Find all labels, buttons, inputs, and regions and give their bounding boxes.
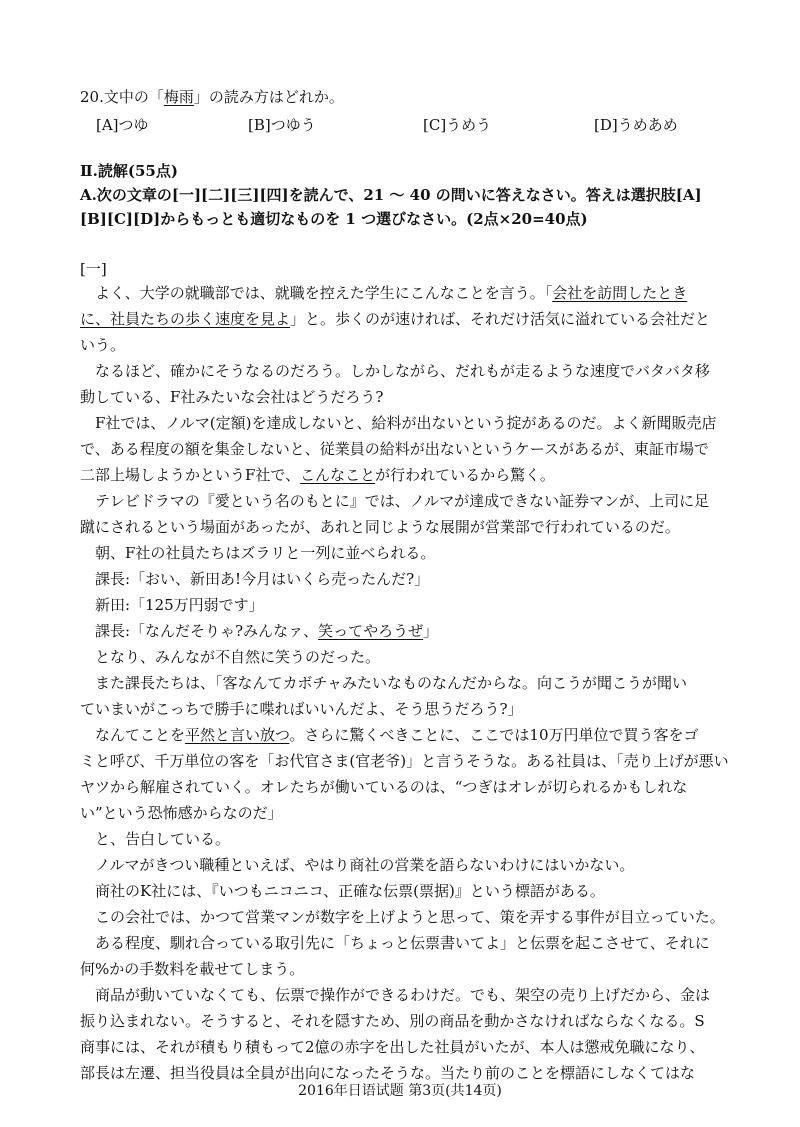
passage-line [80, 332, 740, 358]
passage-text: ヤツから解雇されていく。オレたちが働いているのは、“つぎはオレが切られるかもしれな [80, 778, 688, 796]
passage-text: 課長:「なんだそりゃ?みんなァ、 [80, 622, 319, 640]
passage-line [80, 436, 740, 462]
passage-line [80, 592, 740, 618]
option-c[interactable]: [C]うめう [423, 116, 492, 134]
question-20 [80, 86, 344, 107]
instruction-line-1: A.次の文章の[一][二][三][四]を読んで、21 ～ 40 の問いに答えなさい。答えは選択肢[A] [80, 186, 702, 204]
passage-marker: [一] [80, 260, 107, 278]
passage-line [80, 306, 740, 332]
passage-text: と、告白している。 [80, 830, 231, 848]
underlined-phrase: こんなこと [300, 466, 376, 484]
underlined-phrase: 平然と言い放つ [185, 726, 290, 744]
passage-line [80, 384, 740, 410]
passage-text: ある程度、馴れ合っている取引先に「ちょっと伝票書いてよ」と伝票を起こさせて、それに [80, 934, 710, 952]
passage-line [80, 982, 740, 1008]
passage-text: 課長:「おい、新田あ!今月はいくら売ったんだ?」 [80, 570, 430, 588]
passage-text: よく、大学の就職部では、就職を控えた学生にこんなことを言う。「 [80, 284, 553, 302]
passage-line [80, 644, 740, 670]
passage-line [80, 930, 740, 956]
passage-text: 」 [423, 622, 439, 640]
passage-line [80, 800, 740, 826]
passage-line [80, 748, 740, 774]
question-20-prefix: 20.文中の「 [80, 88, 164, 106]
passage-text: 商品が動いていなくても、伝票で操作ができるわけだ。でも、架空の売り上げだから、金は [80, 986, 711, 1004]
passage-text: なんてことを [80, 726, 186, 744]
passage-line [80, 462, 740, 488]
passage-text: なるほど、確かにそうなるのだろう。しかしながら、だれもが走るような速度でバタバタ移 [80, 362, 710, 380]
passage-line [80, 1034, 740, 1060]
passage-text: 新田:「125万円弱です」 [80, 596, 264, 614]
passage-line [80, 904, 740, 930]
passage-line [80, 514, 740, 540]
option-a[interactable]: [A]つゆ [96, 116, 149, 134]
passage-text: で、ある程度の額を集金しないと、従業員の給料が出ないというケースがあるが、東証市場で [80, 440, 709, 458]
passage-line [80, 878, 740, 904]
passage-text: F社では、ノルマ(定額)を達成しないと、給料が出ないという掟があるのだ。よく新聞販売店 [80, 414, 717, 432]
passage-text: となり、みんなが不自然に笑うのだった。 [80, 648, 381, 666]
passage-text: いう。 [80, 336, 126, 354]
passage-text: ノルマがきつい職種といえば、やはり商社の営業を語らないわけにはいかない。 [80, 856, 635, 874]
passage-text: 」と。歩くのが速ければ、それだけ活気に溢れている会社だと [290, 310, 711, 328]
passage-text: また課長たちは、「客なんてカボチャみたいなものなんだからな。向こうが聞こうが聞い [80, 674, 688, 692]
passage-text: 二部上場しようかというF社で、 [80, 466, 301, 484]
page-footer: 2016年日语试题 第3页(共14页) [298, 1083, 502, 1099]
underlined-phrase: 笑ってやろうぜ [318, 622, 424, 640]
passage-line [80, 696, 740, 722]
passage-text: 何%かの手数料を載せてしまう。 [80, 960, 305, 978]
passage-line [80, 826, 740, 852]
question-20-term: 梅雨 [163, 88, 194, 106]
instruction-line-2: [B][C][D]からもっとも適切なものを 1 つ選びなさい。(2点×20=40点) [80, 210, 588, 228]
passage-line [80, 618, 740, 644]
passage-line [80, 488, 740, 514]
underlined-phrase: 会社を訪問したとき [552, 284, 688, 302]
passage-line [80, 774, 740, 800]
underlined-phrase: に、社員たちの歩く速度を見よ [80, 310, 291, 328]
passage-text: 商社のK社には、『いつもニコニコ、正確な伝票(票据)』という標語がある。 [80, 882, 605, 900]
passage-line [80, 566, 740, 592]
passage-line [80, 280, 740, 306]
passage-line [80, 670, 740, 696]
passage-text: が行われているから驚く。 [375, 466, 555, 484]
passage-text: 。さらに驚くべきことに、ここでは10万円単位で買う客をゴ [289, 726, 699, 744]
passage-text: 商事には、それが積もり積もって2億の赤字を出した社員がいたが、本人は懲戒免職になり、 [80, 1038, 705, 1056]
passage-line [80, 540, 740, 566]
passage-text: テレビドラマの『愛という名のもとに』では、ノルマが達成できない証券マンが、上司に足 [80, 492, 710, 510]
passage-body [80, 280, 740, 1086]
question-20-suffix: 」の読み方はどれか。 [193, 88, 344, 106]
passage-line [80, 852, 740, 878]
passage-line [80, 1008, 740, 1034]
passage-text: ミと呼び、千万単位の客を「お代官さま(官老爷)」と言うそうな。ある社員は、「売り上げが悪い [80, 752, 729, 770]
passage-text: 部長は左遷、担当役員は全員が出向になったそうな。当たり前のことを標語にしなくてはな [80, 1064, 696, 1082]
passage-text: 動している、F社みたいな会社はどうだろう? [80, 388, 384, 406]
passage-text: この会社では、かつて営業マンが数字を上げようと思って、策を弄する事件が目立っていた。 [80, 908, 725, 926]
option-b[interactable]: [B]つゆう [248, 116, 316, 134]
passage-line [80, 722, 740, 748]
passage-line [80, 956, 740, 982]
passage-text: 朝、F社の社員たちはズラリと一列に並べられる。 [80, 544, 436, 562]
option-d[interactable]: [D]うめあめ [594, 116, 678, 134]
passage-text: 振り込まれない。そうすると、それを隠すため、別の商品を動かさなければならなくなる。S [80, 1012, 705, 1030]
passage-text: 蹴にされるという場面があったが、あれと同じような展開が営業部で行われているのだ。 [80, 518, 680, 536]
passage-text: い”という恐怖感からなのだ」 [80, 804, 283, 822]
passage-line [80, 410, 740, 436]
passage-line [80, 358, 740, 384]
section-title: Ⅱ.読解(55点) [80, 162, 178, 180]
passage-text: ていまいがこっちで勝手に喋ればいいんだよ、そう思うだろう?」 [80, 700, 523, 718]
